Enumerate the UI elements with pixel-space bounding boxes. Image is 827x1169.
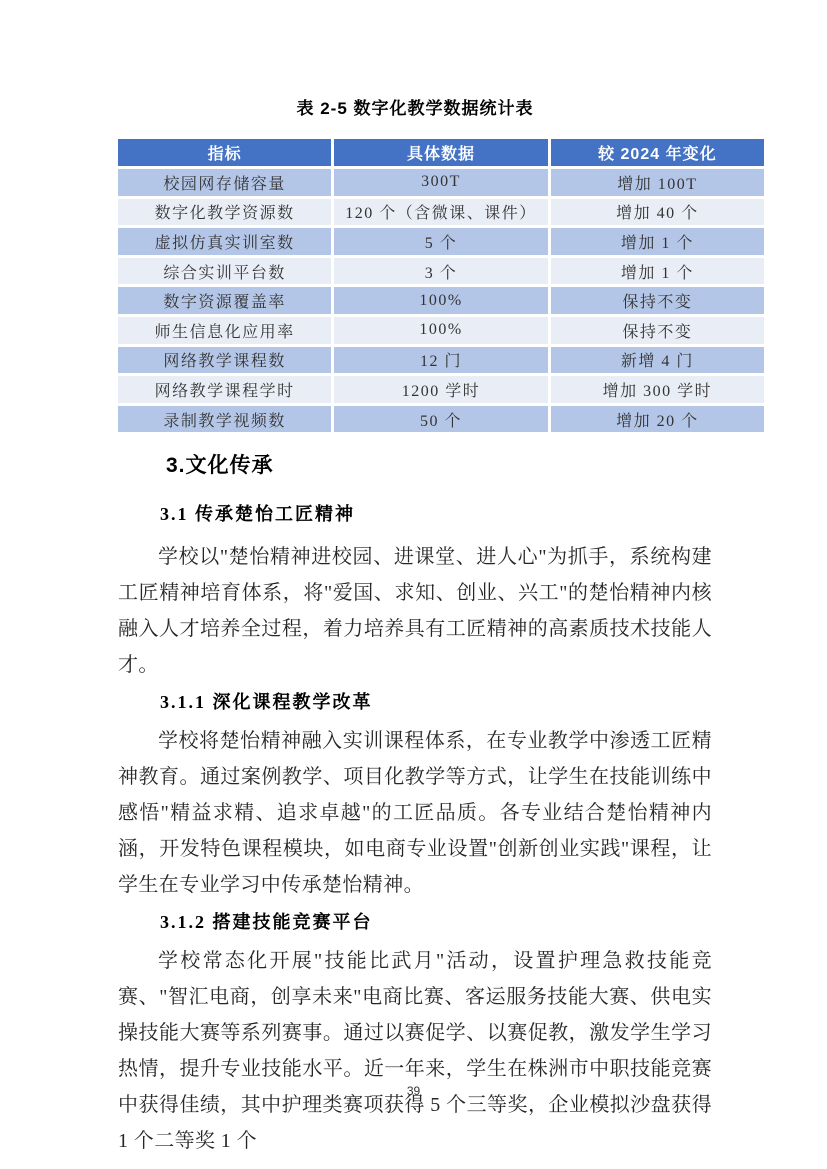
col-header-change: 较 2024 年变化	[549, 138, 765, 168]
table-cell: 3 个	[333, 256, 549, 286]
table-row	[117, 256, 766, 286]
table-cell: 增加 1 个	[549, 227, 765, 257]
table-cell: 增加 300 学时	[549, 375, 765, 405]
col-header-indicator: 指标	[117, 138, 333, 168]
table-cell: 300T	[333, 168, 549, 198]
page-number: 39	[406, 1084, 421, 1098]
table-cell: 5 个	[333, 227, 549, 257]
table-row	[117, 168, 766, 198]
col-header-value: 具体数据	[333, 138, 549, 168]
table-cell: 虚拟仿真实训室数	[117, 227, 333, 257]
table-row	[117, 404, 766, 434]
table-cell: 120 个（含微课、课件）	[333, 197, 549, 227]
subsection-heading-3-1: 3.1 传承楚怡工匠精神	[160, 504, 355, 525]
table-row	[117, 197, 766, 227]
subsection-heading-3-1-1: 3.1.1 深化课程教学改革	[160, 692, 373, 713]
document-page	[118, 0, 717, 1159]
table-cell: 增加 40 个	[549, 197, 765, 227]
table-row	[117, 315, 766, 345]
table-cell: 保持不变	[549, 315, 765, 345]
paragraph-3-1: 学校以"楚怡精神进校园、进课堂、进人心"为抓手，系统构建工匠精神培育体系，将"爱国、求知、创业、兴工"的楚怡精神内核融入人才培养全过程，着力培养具有工匠精神的高素质技术技能人才。	[118, 546, 712, 677]
table-cell: 新增 4 门	[549, 345, 765, 375]
paragraph-3-1-2: 学校常态化开展"技能比武月"活动，设置护理急救技能竞赛、"智汇电商，创享未来"电商比赛、客运服务技能大赛、供电实操技能大赛等系列赛事。通过以赛促学、以赛促教，激发学生学习热情，提升专业技能水平。近一年来，学生在株洲市中职技能竞赛中获得佳绩，其中护理类赛项获得 5 个三等奖，企业模拟沙盘获得 1 个二等奖 1 个	[118, 950, 712, 1153]
table-row	[117, 286, 766, 316]
table-cell: 网络教学课程数	[117, 345, 333, 375]
table-header-row	[117, 138, 766, 168]
table-cell: 网络教学课程学时	[117, 375, 333, 405]
table-cell: 保持不变	[549, 286, 765, 316]
table-cell: 校园网存储容量	[117, 168, 333, 198]
table-row	[117, 375, 766, 405]
table-row	[117, 227, 766, 257]
paragraph-3-1-1: 学校将楚怡精神融入实训课程体系，在专业教学中渗透工匠精神教育。通过案例教学、项目化教学等方式，让学生在技能训练中感悟"精益求精、追求卓越"的工匠品质。各专业结合楚怡精神内涵，开发特色课程模块，如电商专业设置"创新创业实践"课程，让学生在专业学习中传承楚怡精神。	[118, 730, 712, 897]
table-cell: 100%	[333, 286, 549, 316]
table-cell: 1200 学时	[333, 375, 549, 405]
table-cell: 数字资源覆盖率	[117, 286, 333, 316]
table-cell: 50 个	[333, 404, 549, 434]
table-cell: 综合实训平台数	[117, 256, 333, 286]
table-cell: 数字化教学资源数	[117, 197, 333, 227]
digital-teaching-stats-table	[115, 136, 767, 435]
table-cell: 增加 100T	[549, 168, 765, 198]
table-cell: 师生信息化应用率	[117, 315, 333, 345]
section-heading-culture: 3.文化传承	[166, 454, 274, 478]
table-cell: 录制教学视频数	[117, 404, 333, 434]
table-cell: 增加 1 个	[549, 256, 765, 286]
table-row	[117, 345, 766, 375]
subsection-heading-3-1-2: 3.1.2 搭建技能竞赛平台	[160, 912, 373, 933]
table-caption: 表 2-5 数字化教学数据统计表	[296, 99, 534, 118]
table-cell: 增加 20 个	[549, 404, 765, 434]
table-cell: 12 门	[333, 345, 549, 375]
table-cell: 100%	[333, 315, 549, 345]
